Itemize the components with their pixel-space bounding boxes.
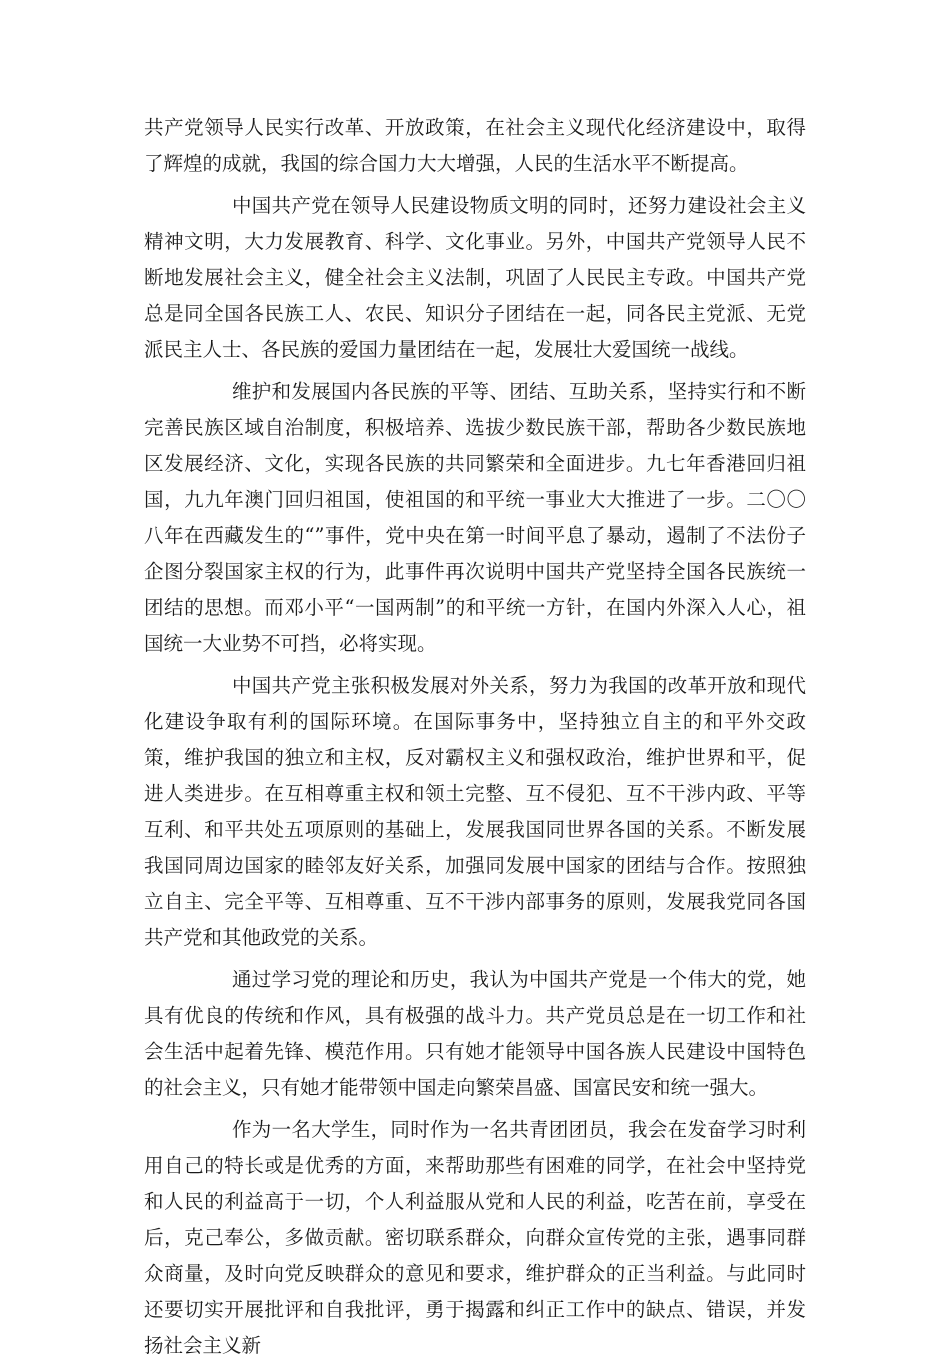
document-body [144, 110, 806, 1370]
paragraph-5: 通过学习党的理论和历史，我认为中国共产党是一个伟大的党，她具有优良的传统和作风，具有极强的战斗力。共产党员总是在一切工作和社会生活中起着先锋、模范作用。只有她才能领导中国各族人民建设中国特色的社会主义，只有她才能带领中国走向繁荣昌盛、国富民安和统一强大。 [144, 968, 806, 1099]
paragraph-6: 作为一名大学生，同时作为一名共青团团员，我会在发奋学习时利用自己的特长或是优秀的方面，来帮助那些有困难的同学，在社会中坚持党和人民的利益高于一切，个人利益服从党和人民的利益，吃苦在前，享受在后，克己奉公，多做贡献。密切联系群众，向群众宣传党的主张，遇事同群众商量，及时向党反映群众的意见和要求，维护群众的正当利益。与此同时还要切实开展批评和自我批评，勇于揭露和纠正工作中的缺点、错误，并发扬社会主义新 [144, 1118, 806, 1357]
paragraph-4: 中国共产党主张积极发展对外关系，努力为我国的改革开放和现代化建设争取有利的国际环境。在国际事务中，坚持独立自主的和平外交政策，维护我国的独立和主权，反对霸权主义和强权政治，维护世界和平，促进人类进步。在互相尊重主权和领土完整、互不侵犯、互不干涉内政、平等互利、和平共处五项原则的基础上，发展我国同世界各国的关系。不断发展我国同周边国家的睦邻友好关系，加强同发展中国家的团结与合作。按照独立自主、完全平等、互相尊重、互不干涉内部事务的原则，发展我党同各国共产党和其他政党的关系。 [144, 674, 806, 949]
paragraph-1: 共产党领导人民实行改革、开放政策，在社会主义现代化经济建设中，取得了辉煌的成就，我国的综合国力大大增强，人民的生活水平不断提高。 [144, 116, 806, 175]
paragraph-2: 中国共产党在领导人民建设物质文明的同时，还努力建设社会主义精神文明，大力发展教育、科学、文化事业。另外，中国共产党领导人民不断地发展社会主义，健全社会主义法制，巩固了人民民主专政。中国共产党总是同全国各民族工人、农民、知识分子团结在一起，同各民主党派、无党派民主人士、各民族的爱国力量团结在一起，发展壮大爱国统一战线。 [144, 194, 806, 361]
paragraph-3: 维护和发展国内各民族的平等、团结、互助关系，坚持实行和不断完善民族区域自治制度，积极培养、选拔少数民族干部，帮助各少数民族地区发展经济、文化，实现各民族的共同繁荣和全面进步。九七年香港回归祖国，九九年澳门回归祖国，使祖国的和平统一事业大大推进了一步。二〇〇八年在西藏发生的“”事件，党中央在第一时间平息了暴动，遏制了不法份子企图分裂国家主权的行为，此事件再次说明中国共产党坚持全国各民族统一团结的思想。而邓小平“一国两制”的和平统一方针，在国内外深入人心，祖国统一大业势不可挡，必将实现。 [144, 380, 806, 655]
